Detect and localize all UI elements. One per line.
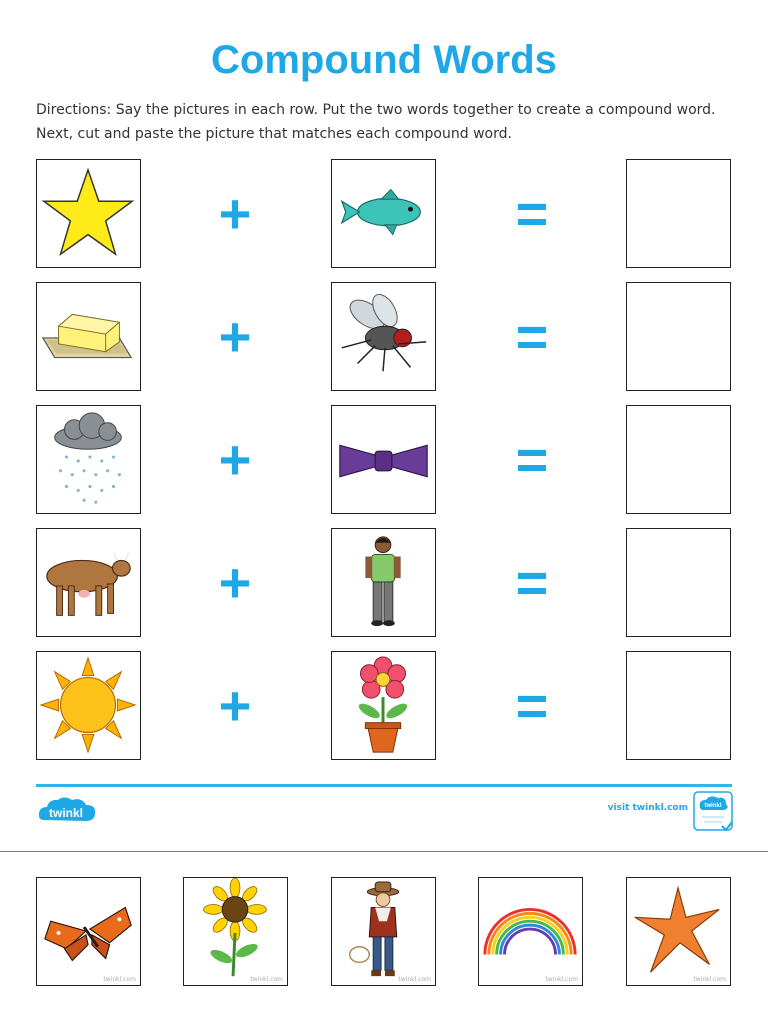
equals-sign: =	[515, 551, 549, 614]
watermark: twinkl.com	[693, 976, 726, 983]
rain-cloud-picture	[36, 405, 141, 514]
answer-box-4[interactable]	[626, 528, 731, 637]
answer-box-1[interactable]	[626, 159, 731, 268]
flower-picture	[331, 651, 436, 760]
watermark: twinkl.com	[398, 976, 431, 983]
star-picture	[36, 159, 141, 268]
starfish-picture[interactable]	[626, 877, 731, 986]
quality-badge	[692, 790, 734, 834]
butterfly-picture[interactable]	[36, 877, 141, 986]
directions	[36, 98, 746, 146]
plus-sign: +	[218, 674, 252, 737]
twinkl-logo	[36, 794, 98, 828]
badge-text: twinkl	[704, 803, 722, 809]
bow-tie-picture	[331, 405, 436, 514]
watermark: twinkl.com	[545, 976, 578, 983]
sun-picture	[36, 651, 141, 760]
equals-sign: =	[515, 428, 549, 491]
fly-picture	[331, 282, 436, 391]
sunflower-picture[interactable]	[183, 877, 288, 986]
watermark: twinkl.com	[250, 976, 283, 983]
page-title: Compound Words	[211, 38, 557, 82]
plus-sign: +	[218, 182, 252, 245]
fish-picture	[331, 159, 436, 268]
logo-text: twinkl	[48, 806, 84, 820]
watermark: twinkl.com	[103, 976, 136, 983]
directions-line-1: Directions: Say the pictures in each row. Put the two words together to create a compound word.	[36, 102, 716, 118]
equals-sign: =	[515, 182, 549, 245]
rainbow-picture[interactable]	[478, 877, 583, 986]
plus-sign: +	[218, 305, 252, 368]
plus-sign: +	[218, 428, 252, 491]
cut-line	[0, 851, 768, 852]
answer-box-2[interactable]	[626, 282, 731, 391]
equals-sign: =	[515, 674, 549, 737]
visit-link[interactable]: visit twinkl.com	[607, 803, 688, 813]
answer-box-3[interactable]	[626, 405, 731, 514]
footer-rule	[36, 784, 732, 787]
butter-picture	[36, 282, 141, 391]
cow-picture	[36, 528, 141, 637]
boy-picture	[331, 528, 436, 637]
directions-line-2: Next, cut and paste the picture that matches each compound word.	[36, 126, 512, 142]
cowboy-picture[interactable]	[331, 877, 436, 986]
plus-sign: +	[218, 551, 252, 614]
answer-box-5[interactable]	[626, 651, 731, 760]
equals-sign: =	[515, 305, 549, 368]
